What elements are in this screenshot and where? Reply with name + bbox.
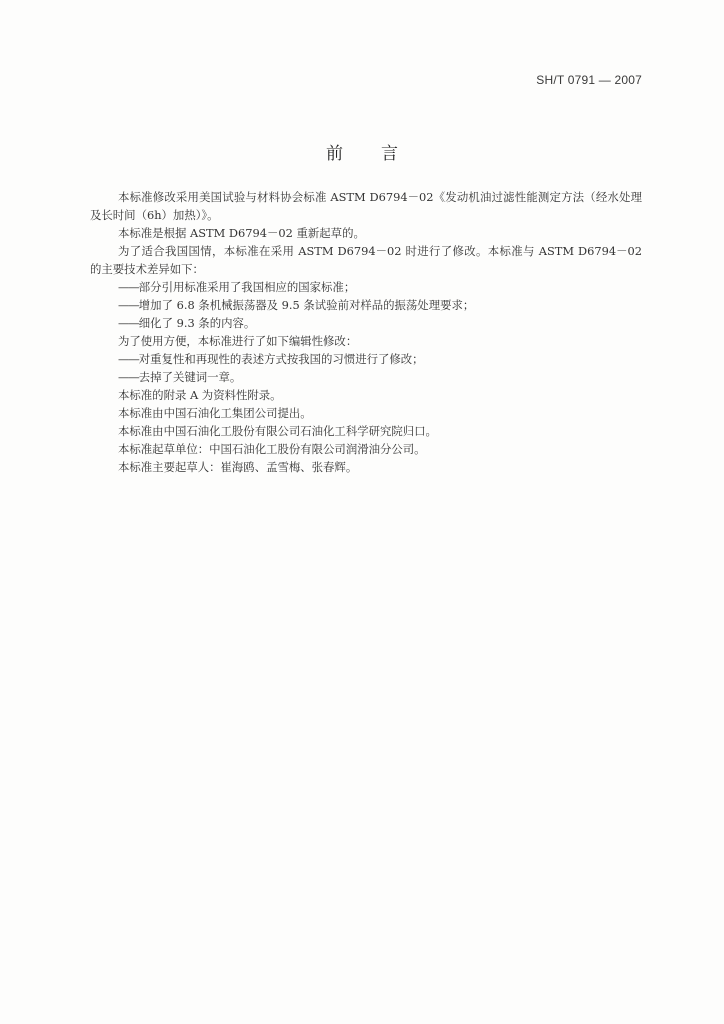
list-item-text: 细化了 9.3 条的内容。 (138, 316, 256, 330)
dash-mark: —— (118, 280, 139, 294)
list-item (90, 368, 642, 386)
list-item (90, 278, 642, 296)
list-item-text: 对重复性和再现性的表述方式按我国的习惯进行了修改； (138, 352, 424, 366)
dash-mark: —— (118, 316, 139, 330)
paragraph: 为了适合我国国情，本标准在采用 ASTM D6794－02 时进行了修改。本标准与 ASTM D6794－02 的主要技术差异如下： (90, 244, 642, 276)
dash-mark: —— (118, 352, 139, 366)
list-item (90, 314, 642, 332)
dash-mark: —— (118, 298, 139, 312)
paragraph: 本标准主要起草人：崔海鸥、孟雪梅、张春辉。 (118, 460, 358, 474)
list-item-text: 部分引用标准采用了我国相应的国家标准； (138, 280, 356, 294)
paragraph: 本标准是根据 ASTM D6794－02 重新起草的。 (118, 226, 365, 240)
title-char-1: 前 (326, 144, 343, 164)
list-item-text: 增加了 6.8 条机械振荡器及 9.5 条试验前对样品的振荡处理要求； (138, 298, 475, 312)
page-title (0, 139, 724, 164)
paragraph: 本标准修改采用美国试验与材料协会标准 ASTM D6794－02《发动机油过滤性能测定方法（经水处理及长时间（6h）加热）》。 (90, 190, 642, 222)
standard-code: SH/T 0791 — 2007 (536, 73, 642, 87)
paragraph: 为了使用方便，本标准进行了如下编辑性修改： (118, 334, 358, 348)
title-char-2: 言 (381, 144, 398, 164)
list-item (90, 296, 642, 314)
list-item-text: 去掉了关键词一章。 (138, 370, 242, 384)
dash-mark: —— (118, 370, 139, 384)
paragraph: 本标准由中国石油化工股份有限公司石油化工科学研究院归口。 (118, 424, 437, 438)
paragraph: 本标准的附录 A 为资料性附录。 (118, 388, 282, 402)
foreword-body (90, 188, 642, 476)
list-item (90, 350, 642, 368)
paragraph: 本标准由中国石油化工集团公司提出。 (118, 406, 312, 420)
paragraph: 本标准起草单位：中国石油化工股份有限公司润滑油分公司。 (118, 442, 426, 456)
